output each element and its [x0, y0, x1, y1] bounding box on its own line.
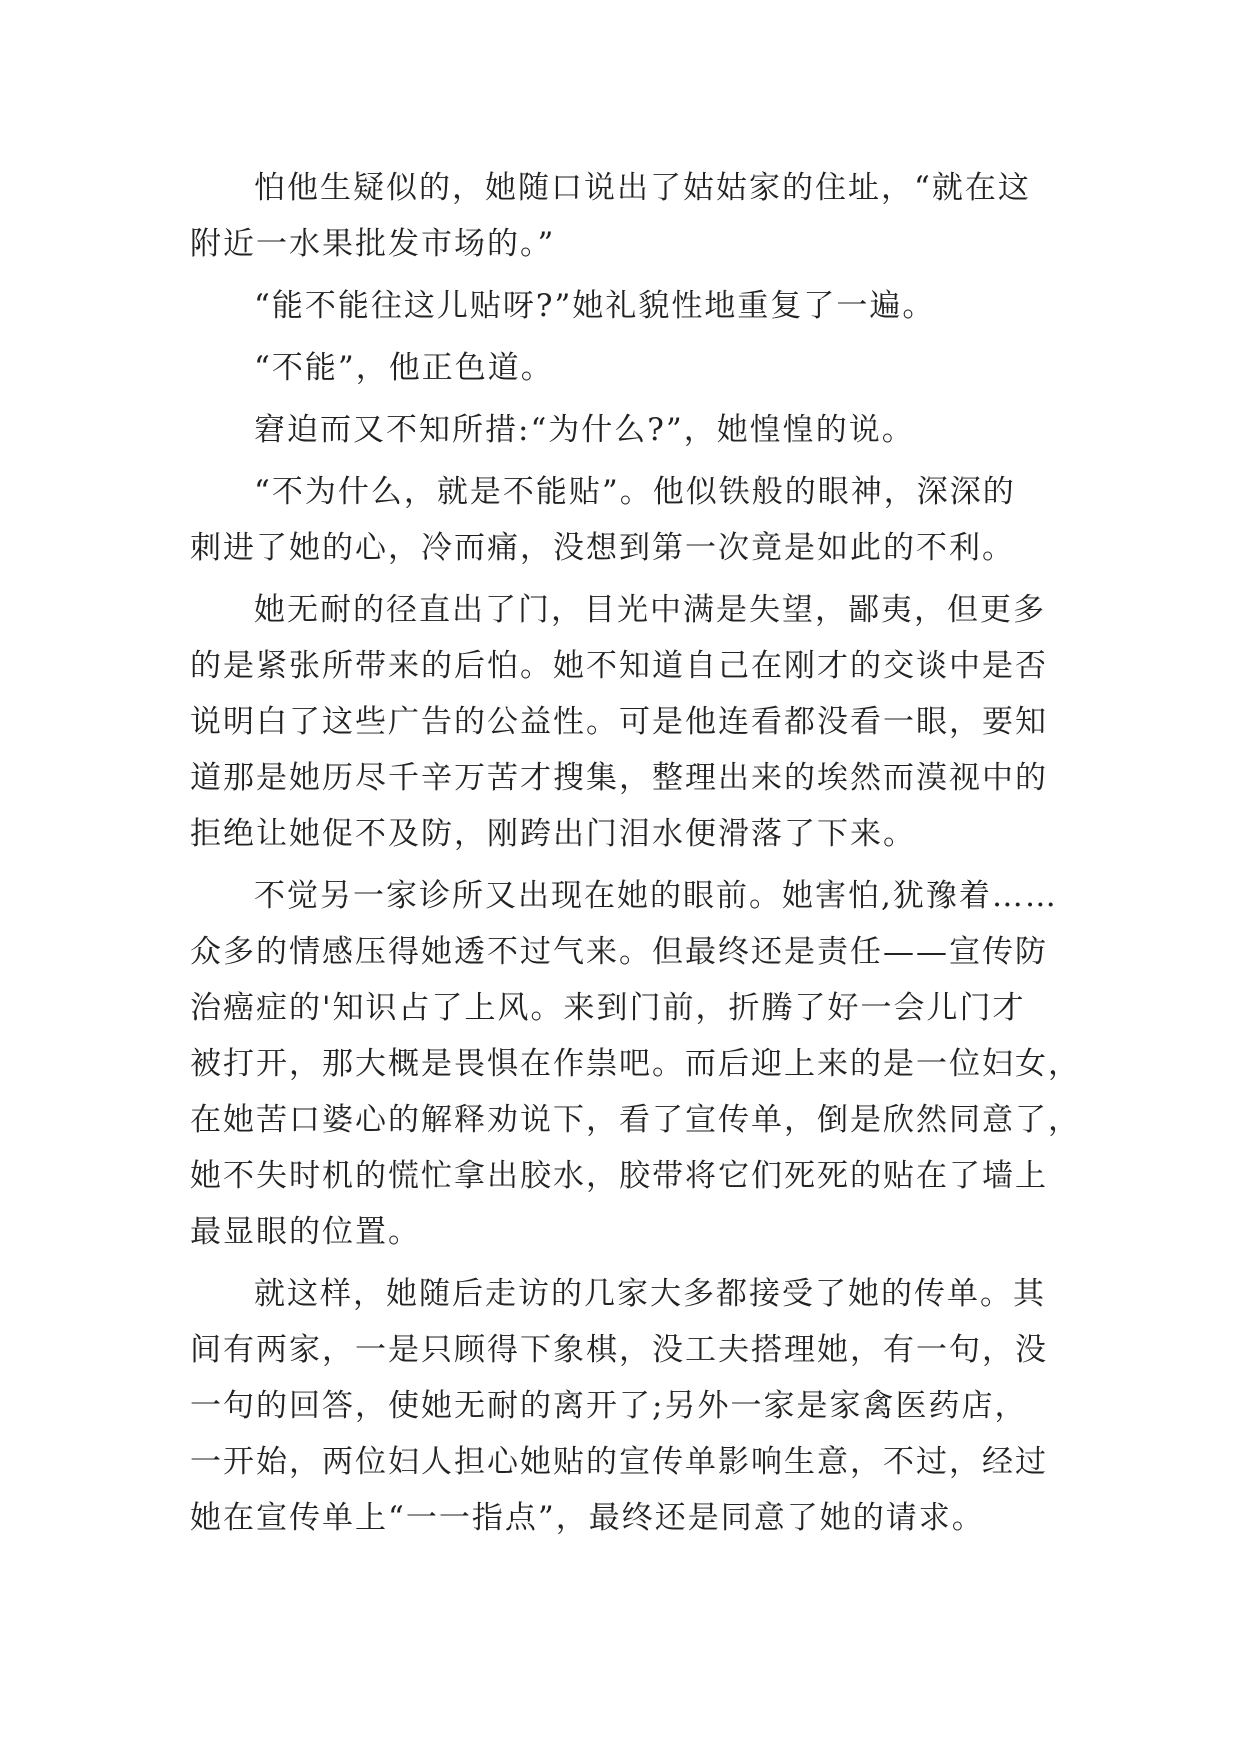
- text-line: 刺进了她的心，冷而痛，没想到第一次竟是如此的不利。: [190, 530, 1015, 566]
- text-line: 她在宣传单上“一一指点”，最终还是同意了她的请求。: [190, 1500, 985, 1536]
- text-line: 说明白了这些广告的公益性。可是他连看都没看一眼，要知: [190, 704, 1048, 740]
- text-line: “不能”，他正色道。: [254, 350, 554, 386]
- document-body: [190, 160, 1081, 1546]
- text-line: 治癌症的'知识占了上风。来到门前，折腾了好一会儿门才: [190, 990, 1026, 1026]
- text-line: 就这样，她随后走访的几家大多都接受了她的传单。其: [254, 1276, 1046, 1312]
- text-line: 窘迫而又不知所措:“为什么?”，她惶惶的说。: [254, 412, 915, 448]
- text-line: 被打开，那大概是畏惧在作祟吧。而后迎上来的是一位妇女，: [190, 1046, 1081, 1082]
- text-line: 道那是她历尽千辛万苦才搜集，整理出来的埃然而漠视中的: [190, 760, 1048, 796]
- text-line: 的是紧张所带来的后怕。她不知道自己在刚才的交谈中是否: [190, 648, 1048, 684]
- text-line: 一开始，两位妇人担心她贴的宣传单影响生意，不过，经过: [190, 1444, 1048, 1480]
- text-line: 她不失时机的慌忙拿出胶水，胶带将它们死死的贴在了墙上: [190, 1158, 1048, 1194]
- text-line: 不觉另一家诊所又出现在她的眼前。她害怕,犹豫着……: [254, 878, 1058, 914]
- text-line: 在她苦口婆心的解释劝说下，看了宣传单，倒是欣然同意了，: [190, 1102, 1081, 1138]
- text-line: 一句的回答，使她无耐的离开了;另外一家是家禽医药店，: [190, 1388, 1028, 1424]
- text-line: 众多的情感压得她透不过气来。但最终还是责任——宣传防: [190, 934, 1048, 970]
- text-line: 附近一水果批发市场的。”: [190, 226, 556, 262]
- text-line: “不为什么，就是不能贴”。他似铁般的眼神，深深的: [254, 474, 1016, 510]
- text-line: 间有两家，一是只顾得下象棋，没工夫搭理她，有一句，没: [190, 1332, 1048, 1368]
- text-line: “能不能往这儿贴呀?”她礼貌性地重复了一遍。: [254, 288, 936, 324]
- text-line: 拒绝让她促不及防，刚跨出门泪水便滑落了下来。: [190, 816, 916, 852]
- text-line: 怕他生疑似的，她随口说出了姑姑家的住址，“就在这: [254, 170, 1031, 206]
- text-line: 最显眼的位置。: [190, 1214, 421, 1250]
- text-line: 她无耐的径直出了门，目光中满是失望，鄙夷，但更多: [254, 592, 1046, 628]
